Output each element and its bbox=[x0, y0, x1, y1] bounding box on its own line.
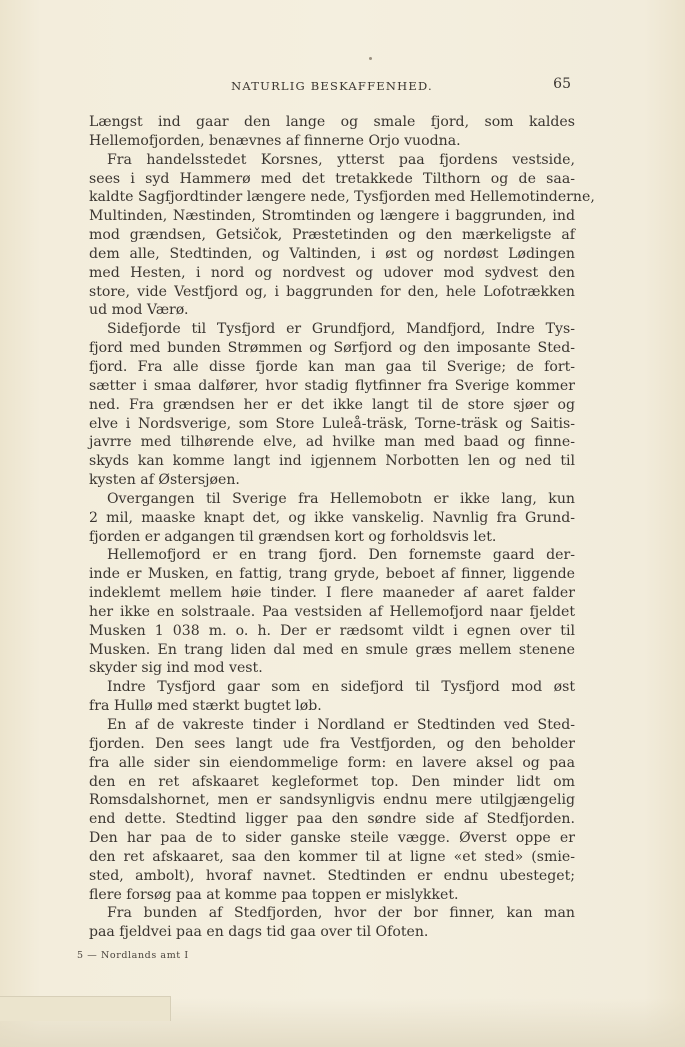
running-title: NATURLIG BESKAFFENHED. bbox=[231, 79, 433, 93]
page-fold bbox=[0, 996, 171, 1021]
text-line: Musken. En trang liden dal med en smule græs mellem stenene bbox=[89, 641, 575, 658]
text-line: flere forsøg paa at komme paa toppen er mislykket. bbox=[89, 886, 459, 903]
text-line: 2 mil, maaske knapt det, og ikke vanskelig. Navnlig fra Grund- bbox=[89, 509, 575, 526]
page-number: 65 bbox=[553, 76, 571, 92]
text-line: elve i Nordsverige, som Store Luleå-träsk, Torne-träsk og Saitis- bbox=[89, 415, 575, 432]
text-line: end dette. Stedtind ligger paa den søndre side af Stedfjorden. bbox=[89, 811, 575, 828]
text-line: mod grændsen, Getsičok, Præstetinden og den mærkeligste af bbox=[89, 227, 575, 244]
text-line: paa fjeldvei paa en dags tid gaa over til Ofoten. bbox=[89, 924, 429, 941]
text-line: Fra handelsstedet Korsnes, ytterst paa fjordens vestside, bbox=[107, 151, 575, 168]
text-line: den ret afskaaret, saa den kommer til at ligne «et sted» (smie- bbox=[89, 848, 575, 865]
text-line: indeklemt mellem høie tinder. I flere maaneder af aaret falder bbox=[89, 585, 575, 602]
text-line: Romsdalshornet, men er sandsynligvis endnu mere utilgjængelig bbox=[89, 792, 575, 809]
text-line: Overgangen til Sverige fra Hellemobotn er ikke lang, kun bbox=[107, 490, 575, 507]
page-header bbox=[89, 76, 575, 98]
text-line: fjorden er adgangen til grændsen kort og forholdsvis let. bbox=[89, 528, 497, 545]
text-line: her ikke en solstraale. Paa vestsiden af Hellemofjord naar fjeldet bbox=[89, 603, 575, 620]
text-line: den en ret afskaaret kegleformet top. Den minder lidt om bbox=[89, 773, 575, 790]
text-line: ud mod Værø. bbox=[89, 302, 189, 319]
text-line: sætter i smaa dalfører, hvor stadig flytfinner fra Sverige kommer bbox=[89, 377, 575, 394]
text-line: Hellemofjord er en trang fjord. Den fornemste gaard der- bbox=[107, 547, 575, 564]
text-line: Længst ind gaar den lange og smale fjord, som kaldes bbox=[89, 114, 575, 130]
text-line: skyder sig ind mod vest. bbox=[89, 660, 263, 677]
text-line: kaldte Sagfjordtinder længere nede, Tysfjorden med Hellemotinderne, bbox=[89, 189, 595, 206]
text-line: store, vide Vestfjord og, i baggrunden for den, hele Lofotrækken bbox=[89, 283, 575, 300]
text-line: Multinden, Næstinden, Stromtinden og længere i baggrunden, ind bbox=[89, 208, 575, 225]
text-line: fra Hullø med stærkt bugtet løb. bbox=[89, 698, 322, 715]
signature-mark: 5 — Nordlands amt I bbox=[77, 950, 189, 961]
text-line: Musken 1 038 m. o. h. Der er rædsomt vildt i egnen over til bbox=[89, 622, 575, 639]
text-line: ned. Fra grændsen her er det ikke langt til de store sjøer og bbox=[89, 396, 575, 413]
text-line: Den har paa de to sider ganske steile vægge. Øverst oppe er bbox=[89, 830, 575, 847]
text-line: dem alle, Stedtinden, og Valtinden, i øst og nordøst Lødingen bbox=[89, 245, 575, 262]
text-line: skyds kan komme langt ind igjennem Norbotten len og ned til bbox=[89, 453, 575, 470]
text-line: javrre med tilhørende elve, ad hvilke man med baad og finne- bbox=[89, 434, 575, 451]
text-line: fra alle sider sin eiendommelige form: en lavere aksel og paa bbox=[89, 754, 575, 771]
text-line: fjord med bunden Strømmen og Sørfjord og den imposante Sted- bbox=[89, 340, 575, 357]
text-line: med Hesten, i nord og nordvest og udover mod sydvest den bbox=[89, 264, 575, 281]
text-line: sees i syd Hammerø med det tretakkede Tilthorn og de saa- bbox=[89, 170, 575, 187]
text-line: inde er Musken, en fattig, trang gryde, beboet af finner, liggende bbox=[89, 566, 575, 583]
text-line: En af de vakreste tinder i Nordland er Stedtinden ved Sted- bbox=[107, 717, 575, 733]
text-line: Indre Tysfjord gaar som en sidefjord til Tysfjord mod øst bbox=[107, 679, 575, 696]
page-speck bbox=[369, 57, 372, 60]
text-line: kysten af Østersjøen. bbox=[89, 472, 240, 489]
text-line: Fra bunden af Stedfjorden, hvor der bor finner, kan man bbox=[107, 905, 575, 922]
text-line: fjorden. Den sees langt ude fra Vestfjorden, og den beholder bbox=[89, 735, 575, 752]
text-line: fjord. Fra alle disse fjorde kan man gaa til Sverige; de fort- bbox=[89, 358, 575, 375]
text-line: Sidefjorde til Tysfjord er Grundfjord, Mandfjord, Indre Tys- bbox=[107, 321, 575, 338]
text-line: sted, ambolt), hvoraf navnet. Stedtinden er endnu ubesteget; bbox=[89, 867, 575, 884]
text-line: Hellemofjorden, benævnes af finnerne Orjo vuodna. bbox=[89, 132, 461, 149]
body-text bbox=[89, 113, 595, 942]
